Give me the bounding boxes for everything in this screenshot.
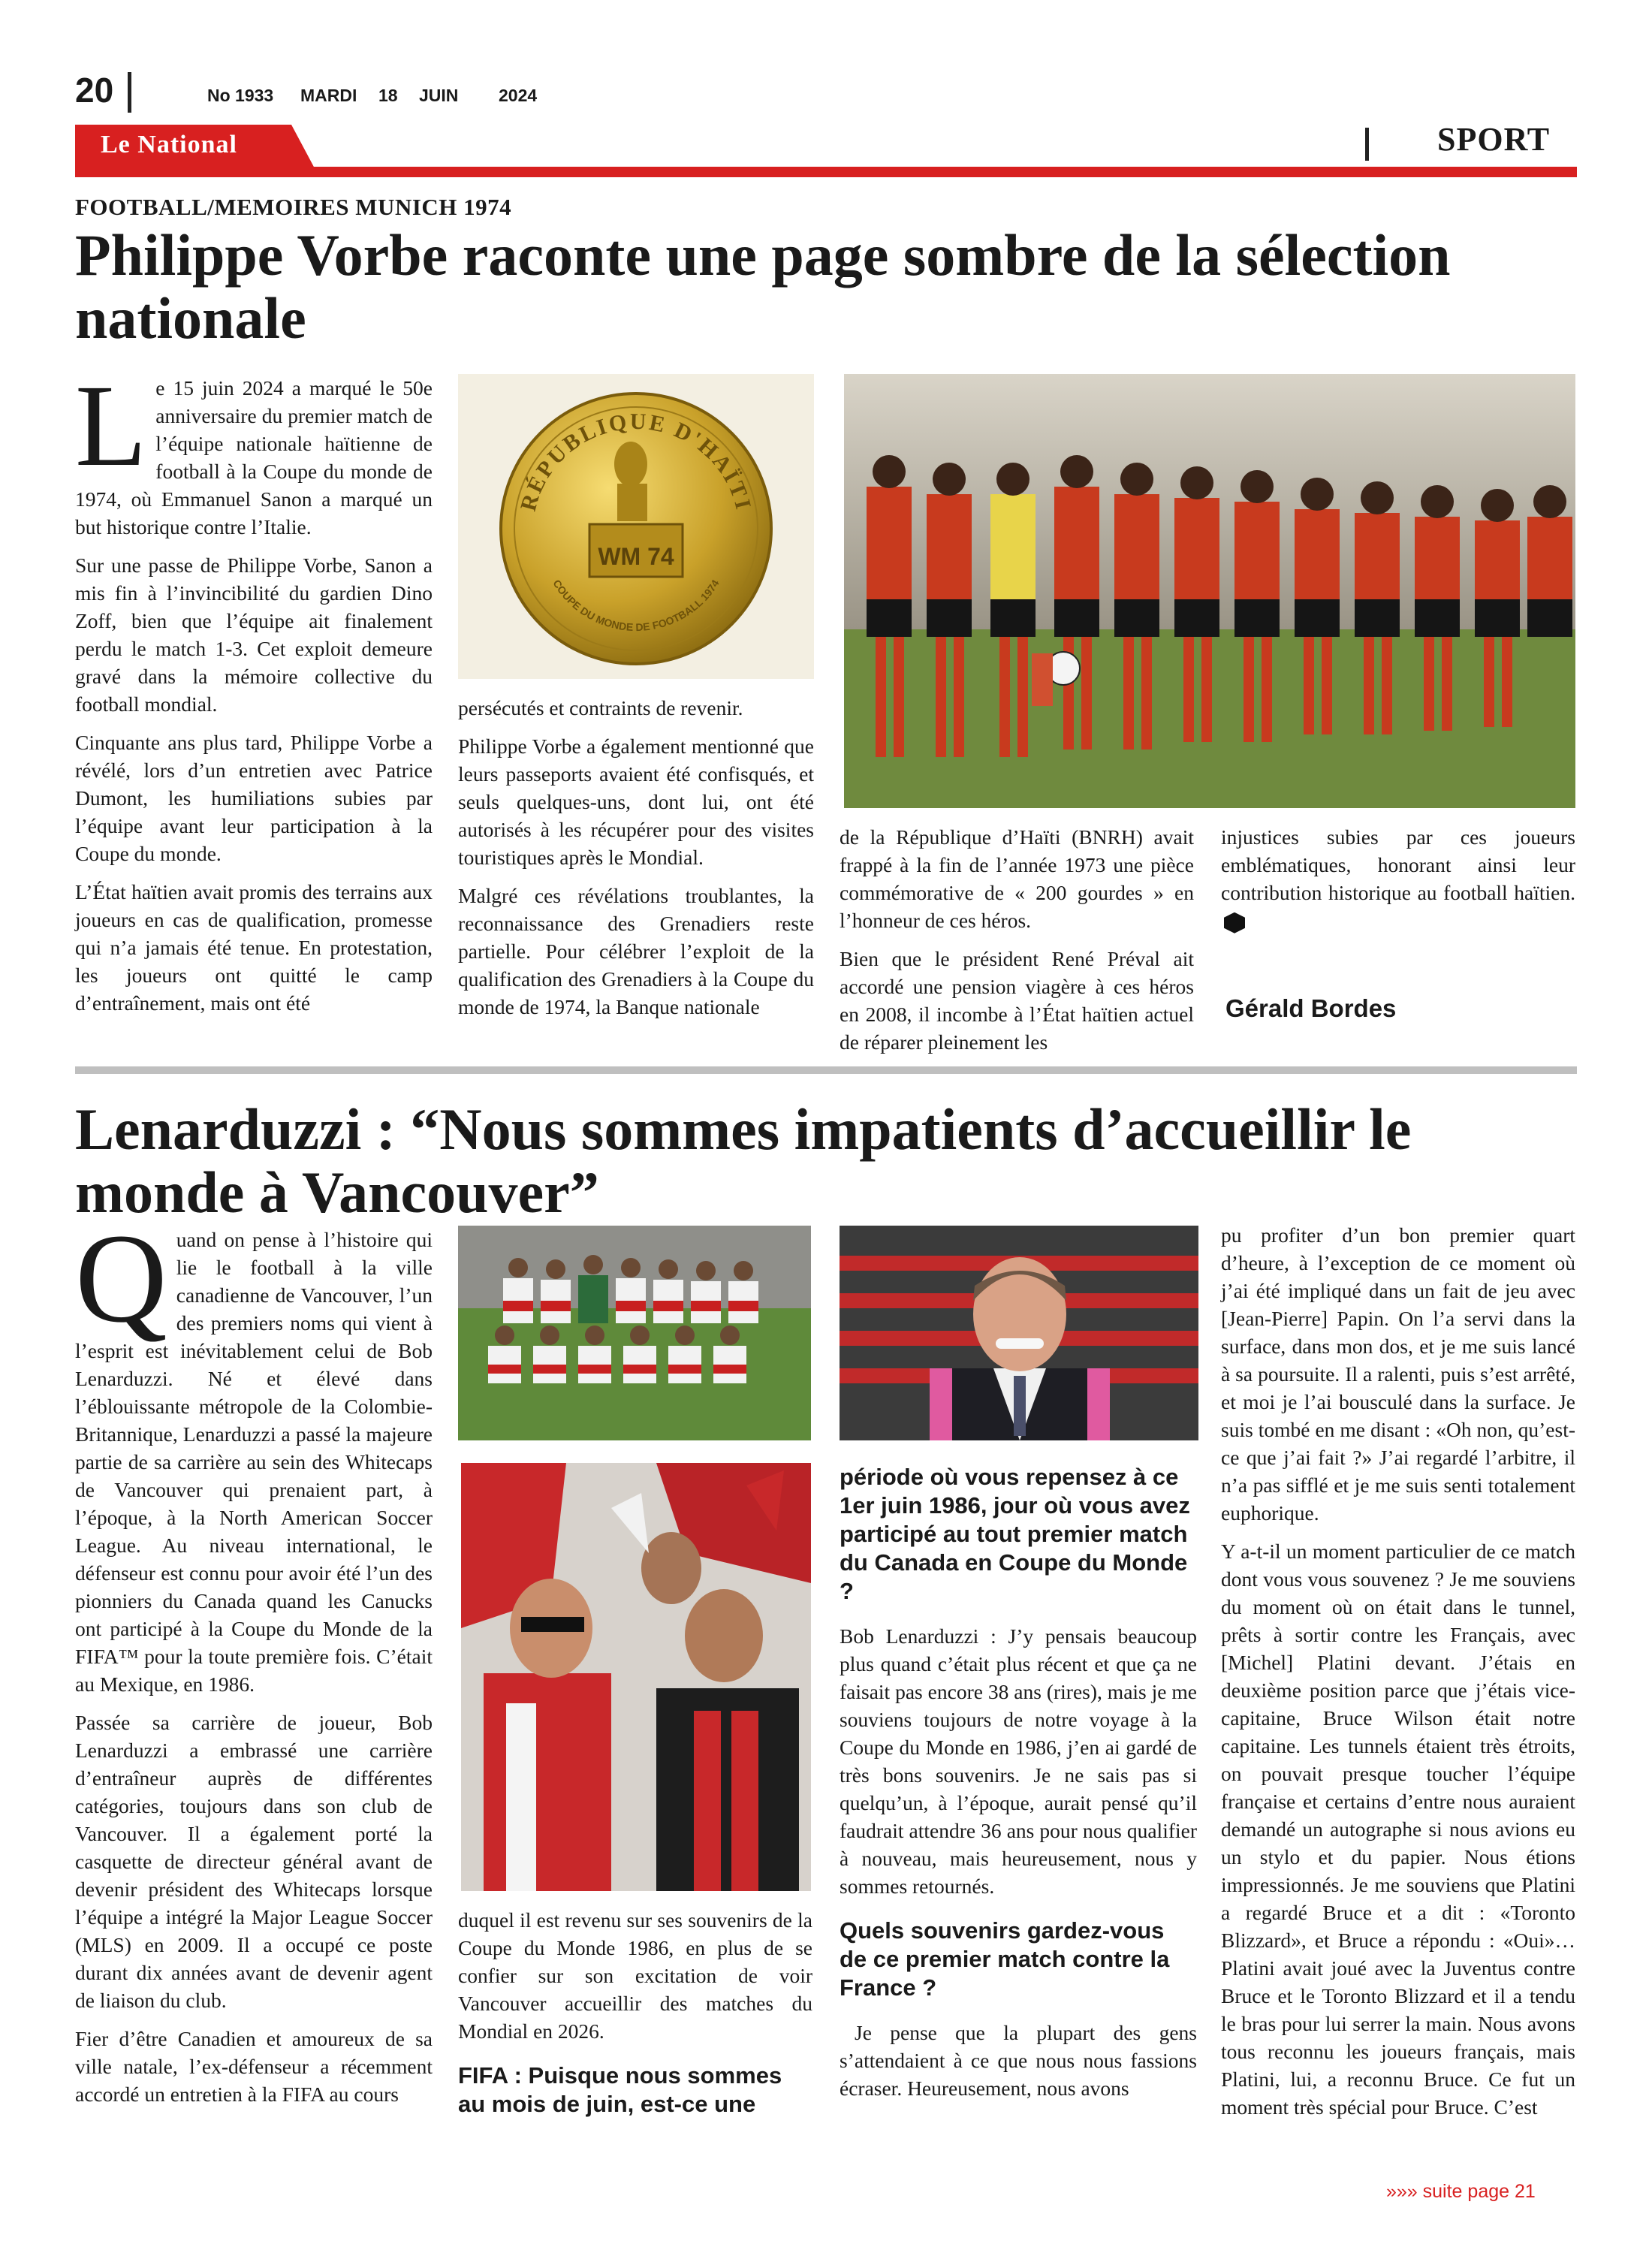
article1-paragraph: de la République d’Haïti (BNRH) avait frappé à la fin de l’année 1973 une pièce commémorative de « 200 gourdes » en l’honneur de ces héros. xyxy=(840,825,1194,932)
issue-day: 18 xyxy=(378,86,398,105)
continued-on-page: »»» suite page 21 xyxy=(1386,2181,1536,2202)
article2-question: période où vous repensez à ce 1er juin 1986, jour où vous avez participé au tout premier match du Canada en Coupe du Monde ? xyxy=(840,1464,1190,1604)
end-of-article-icon xyxy=(1224,912,1245,933)
coin-emblem-text: WM 74 xyxy=(598,543,674,570)
canada-team-photo xyxy=(458,1226,811,1440)
coin-bottom-text: COUPE DU MONDE DE FOOTBALL 1974 xyxy=(550,577,722,634)
issue-number: No 1933 xyxy=(207,86,274,105)
coin-photo xyxy=(458,374,814,679)
article1-paragraph: Philippe Vorbe a également mentionné que leurs passeports avaient été confisqués, et seuls quelques-uns, dont lui, ont été autorisés à les récupérer pour des visites touristiques après le Mondial. xyxy=(458,734,814,869)
article2-paragraph: duquel il est revenu sur ses souvenirs de la Coupe du Monde 1986, en plus de se confier sur son excitation de voir Vancouver accueillir des matches du Mondial en 2026. xyxy=(458,1908,812,2043)
fans-photo xyxy=(461,1463,811,1891)
article2-paragraph: Je pense que la plupart des gens s’attendaient à ce que nous nous fassions écraser. Heureusement, nous avons xyxy=(840,2021,1197,2100)
article1-headline: Philippe Vorbe raconte une page sombre de la sélection nationale xyxy=(75,222,1451,351)
article1-paragraph: persécutés et contraints de revenir. xyxy=(458,696,743,719)
brand-name: Le National xyxy=(101,131,237,158)
page-number-divider xyxy=(128,72,131,113)
article1-kicker: FOOTBALL/MEMOIRES MUNICH 1974 xyxy=(75,194,512,220)
article2-drop-cap: Q xyxy=(75,1208,167,1349)
article2-paragraph: Fier d’être Canadien et amoureux de sa ville natale, l’ex-défenseur a récemment accordé un entretien à la FIFA au cours xyxy=(75,2027,433,2106)
article2-question: FIFA : Puisque nous sommes au mois de juin, est-ce une xyxy=(458,2062,782,2117)
article2-paragraph: Passée sa carrière de joueur, Bob Lenarduzzi a embrassé une carrière d’entraîneur auprès de différentes catégories, toujours dans son club de Vancouver. Il a également porté la casquette de directeur général avant de devenir président des Whitecaps lorsque l’équipe a intégré la Major League Soccer (MLS) en 2009. Il a occupé ce poste durant dix années avant de devenir agent de liaison du club. xyxy=(75,1711,433,2012)
section-label: SPORT xyxy=(1437,121,1551,158)
issue-month: JUIN xyxy=(419,86,459,105)
issue-year: 2024 xyxy=(499,86,538,105)
article2-col2 xyxy=(458,1906,812,2135)
article1-author: Gérald Bordes xyxy=(1225,994,1397,1022)
article1-paragraph: Cinquante ans plus tard, Philippe Vorbe a révélé, lors d’un entretien avec Patrice Dumont, les humiliations subies par l’équipe avant leur participation à la Coupe du monde. xyxy=(75,731,433,865)
lenarduzzi-portrait xyxy=(840,1226,1198,1440)
page-number: 20 xyxy=(75,71,114,110)
article2-paragraph: uand on pense à l’histoire qui lie le football à la ville canadienne de Vancouver, l’un des premiers noms qui vient à l’esprit est inévitablement celui de Bob Lenarduzzi. Né et élevé dans l’éblouissante métropole de la Colombie-Britannique, Lenarduzzi a passé la majeure partie de sa carrière au sein des Whitecaps de Vancouver qui prenaient part, à l’époque, à la North American Soccer League. Au niveau international, le défenseur est connu pour avoir été l’un des pionniers du Canada quand les Canucks ont participé à la Coupe du Monde de la FIFA™ pour la toute première fois. C’était au Mexique, en 1986. xyxy=(75,1228,433,1696)
article1-paragraph: Malgré ces révélations troublantes, la reconnaissance des Grenadiers reste partielle. Pour célébrer l’exploit de la qualification des Grenadiers à la Coupe du monde de 1974, la Banque nationale xyxy=(458,884,814,1018)
coin-ring-text: RÉPUBLIQUE D'HAÏTI xyxy=(515,409,756,514)
article1-drop-cap: L xyxy=(75,360,147,490)
article1-paragraph: Bien que le président René Préval ait accordé une pension viagère à ces héros en 2008, il incombe à l’État haïtien actuel de réparer pleinement les xyxy=(840,947,1194,1054)
article2-col1 xyxy=(75,1208,433,2119)
article1-paragraph: Sur une passe de Philippe Vorbe, Sanon a mis fin à l’invincibilité du gardien Dino Zoff, bien que l’équipe ait finalement perdu le match 1-3. Cet exploit demeure gravé dans la mémoire collective du football mondial. xyxy=(75,553,433,716)
article1-col2 xyxy=(458,694,814,1031)
article1-col1 xyxy=(75,360,433,1027)
article2-paragraph: Bob Lenarduzzi : J’y pensais beaucoup plus quand c’était plus récent et que ça ne faisait pas encore 38 ans (rires), mais je me souviens toujours de notre voyage à la Coupe du Monde en 1986, j’en ai gardé de très bons souvenirs. Je ne sais pas si quelqu’un, à l’époque, aurait pensé qu’il faudrait attendre 36 ans pour nous qualifier à nouveau, mais heureusement, nous y sommes retournés. xyxy=(840,1624,1197,1898)
section-divider xyxy=(1365,128,1369,161)
article1-paragraph: injustices subies par ces joueurs emblématiques, honorant ainsi leur contribution historique au football haïtien. xyxy=(1221,825,1575,904)
article1-paragraph: L’État haïtien avait promis des terrains aux joueurs en cas de qualification, promesse qui n’a jamais été tenue. En protestation, les joueurs ont quitté le camp d’entraînement, mais ont été xyxy=(75,880,433,1015)
article2-col3 xyxy=(840,1463,1197,2113)
haiti-team-photo xyxy=(844,374,1575,808)
article1-paragraph: e 15 juin 2024 a marqué le 50e anniversaire du premier match de l’équipe nationale haïtienne de football à la Coupe du monde de 1974, où Emmanuel Sanon a marqué un but historique contre l’Italie. xyxy=(75,376,433,538)
article2-paragraph: Y a-t-il un moment particulier de ce match dont vous vous souvenez ? Je me souviens du moment où on était dans le tunnel, prêts à sortir contre les Français, avec [Michel] Platini devant. J’étais en deuxième position parce que j’étais vice-capitaine, Bruce Wilson était notre capitaine. Les tunnels étaient très étroits, on pouvait presque toucher l’équipe française et certains d’entre nous auraient demandé un autographe si nous avions eu un stylo et du papier. Nous étions impressionnés. Je me souviens que Platini a regardé Bruce et a dit : «Toronto Blizzard», et Bruce a répondu : «Oui»… Platini avait joué avec la Juventus contre Bruce et le Toronto Blizzard et il a tendu le bras pour lui serrer la main. Nous avons tous reconnu les joueurs français, mais Platini, lui, a reconnu Bruce. Ce fut un moment très spécial pour Bruce. C’est xyxy=(1221,1540,1575,2119)
article1-col4 xyxy=(1221,823,1575,945)
article2-col4 xyxy=(1221,1221,1575,2131)
article-separator xyxy=(75,1066,1577,1074)
article1-col3 xyxy=(840,823,1194,1066)
article2-headline: Lenarduzzi : “Nous sommes impatients d’accueillir le monde à Vancouver” xyxy=(75,1096,1412,1225)
issue-weekday: MARDI xyxy=(300,86,357,105)
article2-question: Quels souvenirs gardez-vous de ce premier match contre la France ? xyxy=(840,1917,1170,2001)
header-rule xyxy=(75,167,1577,177)
article2-paragraph: pu profiter d’un bon premier quart d’heure, à l’exception de ce moment où j’ai été impliqué dans un fait de jeu avec [Jean-Pierre] Papin. On l’a servi dans la surface, dans mon dos, et je me suis lancé à sa poursuite. Il a ralenti, puis s’est arrêté, et moi je l’ai bousculé dans la surface. Je suis tombé en me disant : «Oh non, qu’est-ce que j’ai fait ?» J’ai regardé l’arbitre, il n’a pas sifflé et je me suis senti totalement euphorique. xyxy=(1221,1223,1575,1525)
